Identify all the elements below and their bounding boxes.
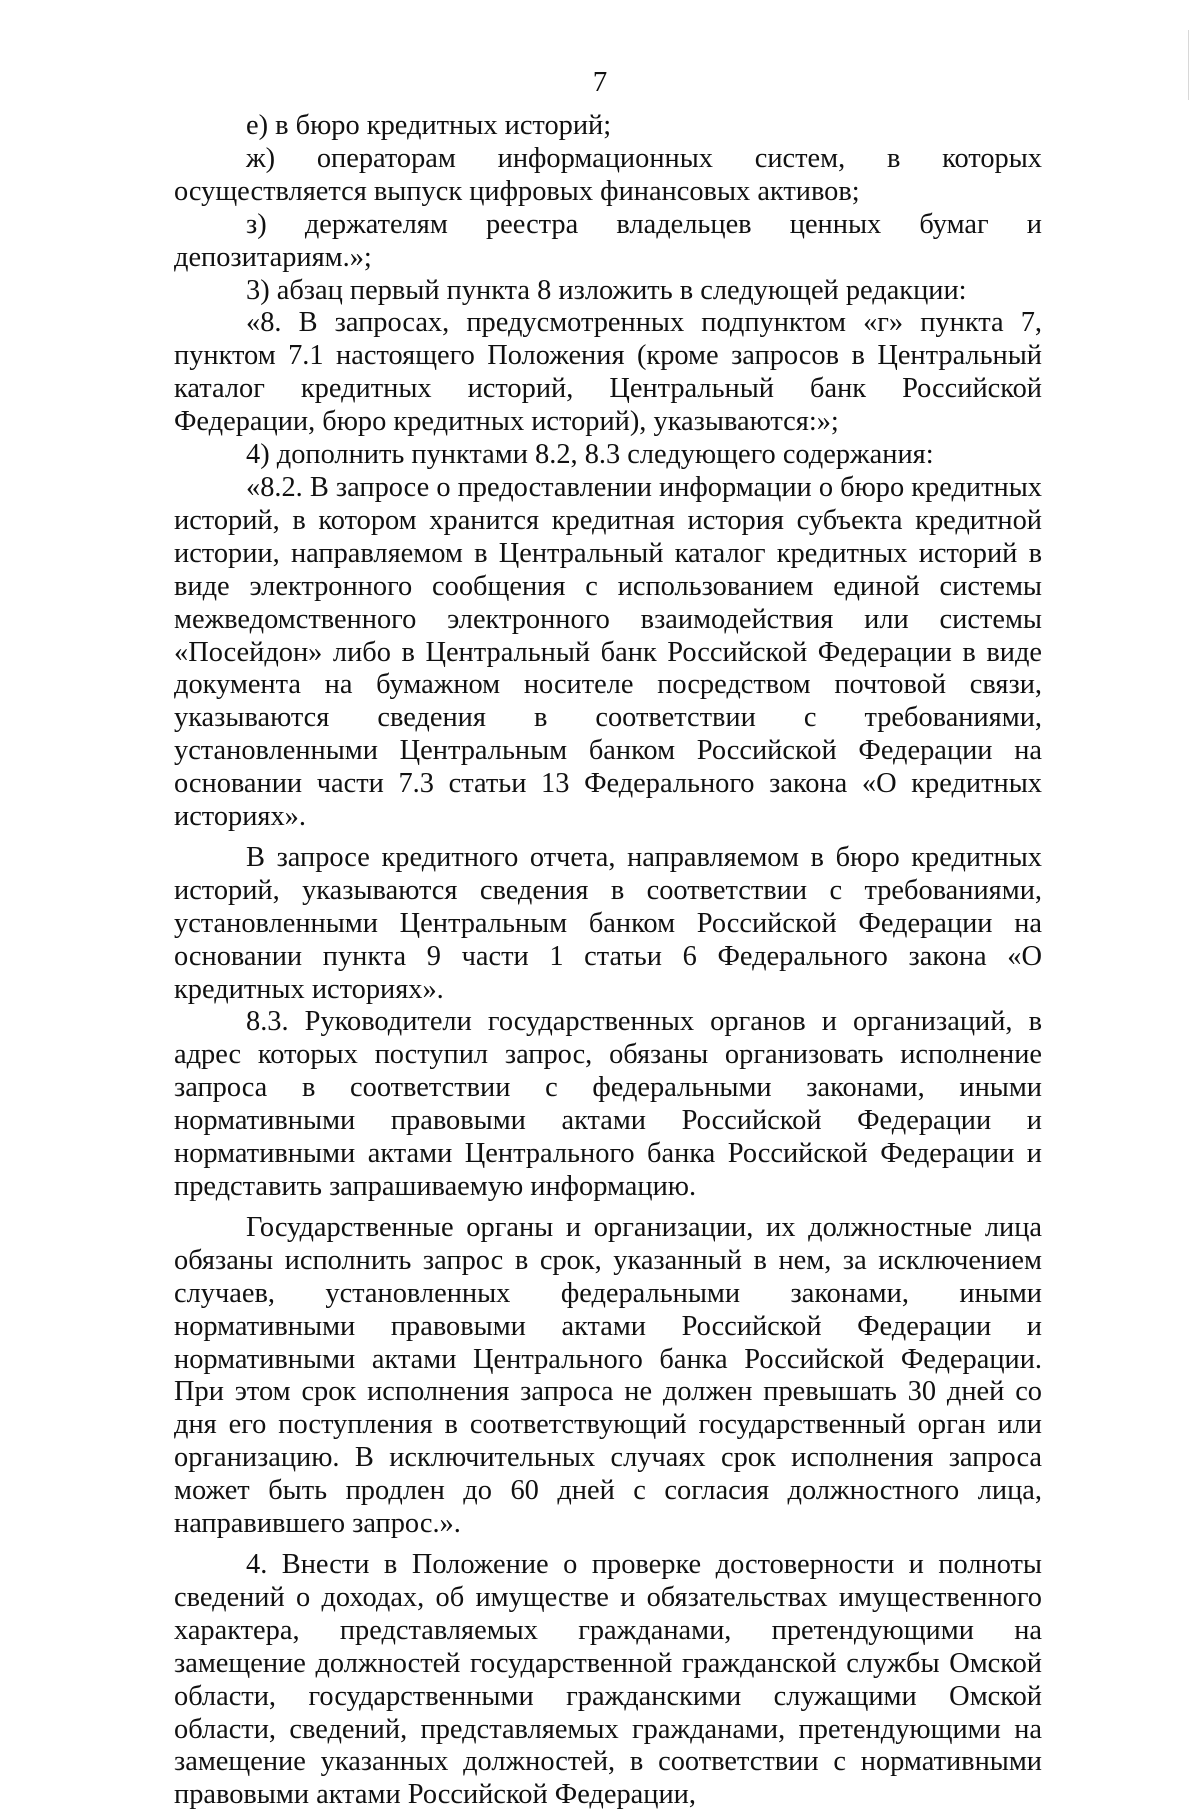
- paragraph-amendment-3: 3) абзац первый пункта 8 изложить в следующей редакции:: [246, 274, 967, 306]
- paragraph-clause-8-3: 8.3. Руководители государственных органов и организаций, в адрес которых поступил запрос, обязаны организовать исполнение запроса в соответствии с федеральными законами, иными нормативными правовыми актами Российской Федерации и нормативными актами Центрального банка Российской Федерации и представить запрашиваемую информацию.: [174, 1006, 1042, 1202]
- paragraph-request-deadline: Государственные органы и организации, их должностные лица обязаны исполнить запрос в срок, указанный в нем, за исключением случаев, установленных федеральными законами, иными нормативными правовыми актами Российской Федерации и нормативными актами Центрального банка Российской Федерации. При этом срок исполнения запроса не должен превышать 30 дней со дня его поступления в соответствующий государственный орган или организацию. В исключительных случаях срок исполнения запроса может быть продлен до 60 дней с согласия должностного лица, направившего запрос.».: [174, 1211, 1042, 1540]
- paragraph-section-4: 4. Внести в Положение о проверке достоверности и полноты сведений о доходах, об имуществе и обязательствах имущественного характера, представляемых гражданами, претендующими на замещение должностей государственной гражданской службы Омской области, государственными гражданскими служащими Омской области, сведений, представляемых гражданами, претендующими на замещение указанных должностей, в соответствии с нормативными правовыми актами Российской Федерации,: [174, 1548, 1042, 1811]
- paragraph-item-e: е) в бюро кредитных историй;: [246, 110, 612, 141]
- page-number: 7: [592, 66, 608, 98]
- paragraph-credit-report-request: В запросе кредитного отчета, направляемом в бюро кредитных историй, указываются сведения в соответствии с требованиями, установленными Центральным банком Российской Федерации на основании пункта 9 части 1 статьи 6 Федерального закона «О кредитных историях».: [174, 841, 1042, 1005]
- paragraph-clause-8: «8. В запросах, предусмотренных подпунктом «г» пункта 7, пунктом 7.1 настоящего Положения (кроме запросов в Центральный каталог кредитных историй, Центральный банк Российской Федерации, бюро кредитных историй), указываются:»;: [174, 307, 1042, 438]
- document-body: [174, 110, 1042, 1812]
- paragraph-item-zh: ж) операторам информационных систем, в которых осуществляется выпуск цифровых финансовых активов;: [174, 142, 1042, 207]
- paragraph-clause-8-2: «8.2. В запросе о предоставлении информации о бюро кредитных историй, в котором хранится кредитная история субъекта кредитной истории, направляемом в Центральный каталог кредитных историй в виде электронного сообщения с использованием единой системы межведомственного электронного взаимодействия или системы «Посейдон» либо в Центральный банк Российской Федерации в виде документа на бумажном носителе посредством почтовой связи, указываются сведения в соответствии с требованиями, установленными Центральным банком Российской Федерации на основании части 7.3 статьи 13 Федерального закона «О кредитных историях».: [174, 471, 1042, 833]
- paragraph-amendment-4: 4) дополнить пунктами 8.2, 8.3 следующего содержания:: [246, 439, 934, 471]
- paragraph-item-z: з) держателям реестра владельцев ценных бумаг и депозитариям.»;: [174, 208, 1042, 273]
